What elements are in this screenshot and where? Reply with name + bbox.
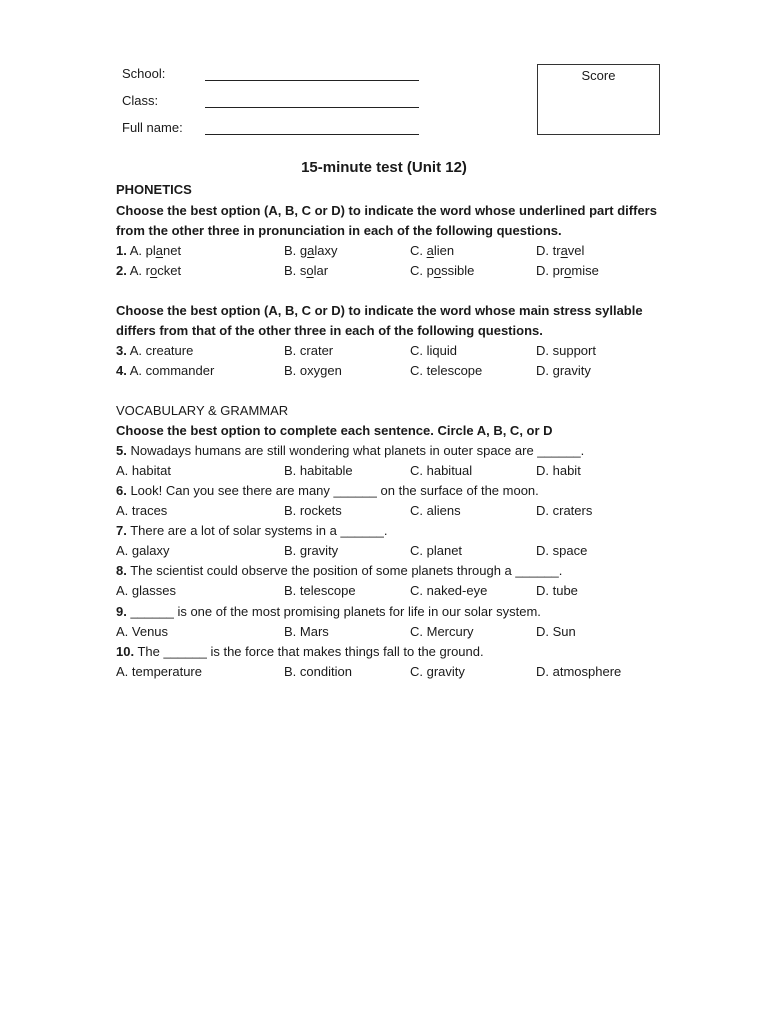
q4-option-d: D. gravity — [536, 363, 591, 378]
question-2 — [116, 261, 676, 281]
q8-text: The scientist could observe the position of some planets through a ______. — [126, 563, 563, 578]
q8-option-c: C. naked-eye — [410, 583, 488, 598]
school-label: School: — [122, 65, 166, 81]
q1-d-underlined: a — [560, 243, 568, 258]
class-field — [122, 90, 419, 110]
q7-option-a: A. galaxy — [116, 543, 170, 558]
q9-option-b: B. Mars — [284, 624, 329, 639]
q6-option-c: C. aliens — [410, 503, 461, 518]
q8-number: 8. — [116, 563, 127, 578]
q1-b-underlined: a — [307, 243, 315, 258]
question-6-stem — [116, 481, 539, 501]
question-7-options — [116, 541, 676, 561]
q4-number: 4. — [116, 363, 127, 378]
q3-a-text: A. creature — [129, 343, 194, 358]
q6-option-a: A. traces — [116, 503, 168, 518]
q2-option-d — [536, 261, 599, 281]
q1-c-prefix: C. — [410, 243, 427, 258]
phonetics-instruction-1a: Choose the best option (A, B, C or D) to indicate the word whose underlined part differs — [116, 203, 657, 218]
q8-option-b: B. telescope — [284, 583, 356, 598]
q2-c-underlined: o — [433, 263, 442, 278]
q9-text: ______ is one of the most promising planets for life in our solar system. — [126, 604, 541, 619]
question-7-stem — [116, 521, 387, 541]
question-9-options — [116, 622, 676, 642]
q2-d-prefix: D. pr — [536, 263, 565, 278]
question-4 — [116, 361, 676, 381]
school-blank-line — [205, 68, 419, 81]
phonetics-instruction-1b: from the other three in pronunciation in each of the following questions. — [116, 223, 562, 238]
q3-option-a — [116, 341, 193, 361]
q2-option-c — [410, 261, 474, 281]
q2-a-prefix: A. r — [129, 263, 150, 278]
q2-c-suffix: ssible — [441, 263, 475, 278]
question-1 — [116, 241, 676, 261]
class-label: Class: — [122, 92, 159, 108]
class-blank-line — [205, 95, 419, 108]
q9-option-a: A. Venus — [116, 624, 169, 639]
q2-d-suffix: mise — [571, 263, 599, 278]
q2-b-suffix: lar — [313, 263, 329, 278]
q1-a-underlined: a — [155, 243, 163, 258]
q2-b-prefix: B. s — [284, 263, 307, 278]
question-3 — [116, 341, 676, 361]
q4-option-c: C. telescope — [410, 363, 483, 378]
q7-text: There are a lot of solar systems in a ______. — [126, 523, 388, 538]
q1-c-suffix: lien — [433, 243, 455, 258]
q5-option-d: D. habit — [536, 463, 581, 478]
q4-a-text: A. commander — [129, 363, 215, 378]
question-9-stem — [116, 602, 541, 622]
q7-option-b: B. gravity — [284, 543, 339, 558]
page-title: 15-minute test (Unit 12) — [301, 159, 467, 176]
q4-option-b: B. oxygen — [284, 363, 342, 378]
q1-option-a — [116, 241, 181, 261]
q2-a-suffix: cket — [157, 263, 182, 278]
question-10-options — [116, 662, 676, 682]
question-10-stem — [116, 642, 484, 662]
phonetics-heading: PHONETICS — [116, 182, 192, 197]
question-6-options — [116, 501, 676, 521]
fullname-blank-line — [205, 122, 419, 135]
q2-c-prefix: C. p — [410, 263, 434, 278]
score-label: Score — [581, 68, 616, 83]
q8-option-d: D. tube — [536, 583, 578, 598]
q5-option-b: B. habitable — [284, 463, 353, 478]
q9-option-c: C. Mercury — [410, 624, 474, 639]
q1-option-b — [284, 241, 337, 261]
q2-option-a — [116, 261, 181, 281]
q5-option-a: A. habitat — [116, 463, 171, 478]
q1-d-suffix: vel — [567, 243, 585, 258]
q10-number: 10. — [116, 644, 135, 659]
vocab-instruction: Choose the best option to complete each sentence. Circle A, B, C, or D — [116, 423, 553, 438]
q4-option-a — [116, 361, 214, 381]
q2-b-underlined: o — [306, 263, 314, 278]
phonetics-instruction-2b: differs from that of the other three in each of the following questions. — [116, 323, 543, 338]
q5-option-c: C. habitual — [410, 463, 473, 478]
q5-number: 5. — [116, 443, 127, 458]
q2-number: 2. — [116, 263, 127, 278]
school-field — [122, 63, 419, 83]
q1-d-prefix: D. tr — [536, 243, 561, 258]
q8-option-a: A. glasses — [116, 583, 176, 598]
question-5-options — [116, 461, 676, 481]
fullname-field — [122, 117, 419, 137]
q10-option-b: B. condition — [284, 664, 352, 679]
question-8-stem — [116, 561, 562, 581]
q2-d-underlined: o — [564, 263, 572, 278]
phonetics-instruction-2a: Choose the best option (A, B, C or D) to indicate the word whose main stress syllable — [116, 303, 643, 318]
q6-option-b: B. rockets — [284, 503, 342, 518]
q1-option-d — [536, 241, 584, 261]
q2-a-underlined: o — [149, 263, 158, 278]
q5-text: Nowadays humans are still wondering what planets in outer space are ______. — [126, 443, 585, 458]
q2-option-b — [284, 261, 328, 281]
score-box — [537, 64, 660, 135]
q10-option-d: D. atmosphere — [536, 664, 622, 679]
q6-text: Look! Can you see there are many ______ on the surface of the moon. — [126, 483, 539, 498]
q1-number: 1. — [116, 243, 127, 258]
q3-option-b: B. crater — [284, 343, 334, 358]
q1-a-prefix: A. pl — [129, 243, 156, 258]
q7-number: 7. — [116, 523, 127, 538]
q1-b-suffix: laxy — [314, 243, 338, 258]
q10-option-c: C. gravity — [410, 664, 465, 679]
q7-option-c: C. planet — [410, 543, 463, 558]
q3-option-c: C. liquid — [410, 343, 457, 358]
q1-c-underlined: a — [426, 243, 434, 258]
q6-option-d: D. craters — [536, 503, 593, 518]
q10-text: The ______ is the force that makes things fall to the ground. — [134, 644, 484, 659]
q9-number: 9. — [116, 604, 127, 619]
q9-option-d: D. Sun — [536, 624, 576, 639]
q10-option-a: A. temperature — [116, 664, 202, 679]
q1-b-prefix: B. g — [284, 243, 308, 258]
question-5-stem — [116, 441, 584, 461]
q6-number: 6. — [116, 483, 127, 498]
q1-option-c — [410, 241, 454, 261]
q3-option-d: D. support — [536, 343, 596, 358]
q3-number: 3. — [116, 343, 127, 358]
q7-option-d: D. space — [536, 543, 588, 558]
question-8-options — [116, 581, 676, 601]
fullname-label: Full name: — [122, 119, 183, 135]
vocab-heading: VOCABULARY & GRAMMAR — [116, 403, 289, 418]
q1-a-suffix: net — [163, 243, 182, 258]
